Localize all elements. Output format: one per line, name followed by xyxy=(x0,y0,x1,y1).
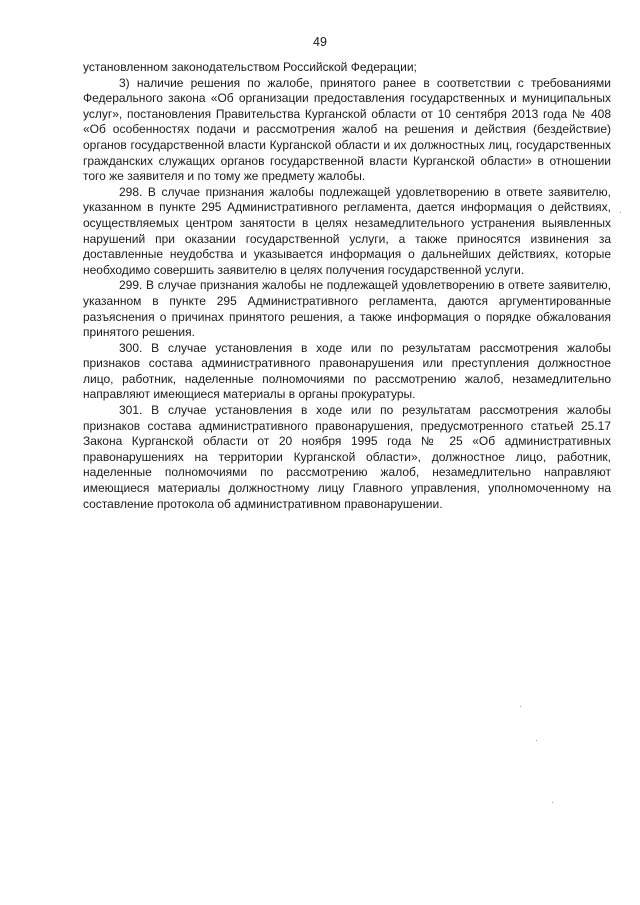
paragraph-298 xyxy=(83,185,611,279)
paragraph-number: 300. xyxy=(119,340,143,355)
document-body xyxy=(83,60,611,512)
paragraph-number: 299. xyxy=(119,278,143,293)
paragraph-item-3 xyxy=(83,76,611,185)
paragraph-number: 301. xyxy=(119,403,143,418)
paragraph-299 xyxy=(83,278,611,340)
page-number: 49 xyxy=(313,35,327,49)
paragraph-text: В случае установления в ходе или по результатам рассмотрения жалобы признаков состава административного правонарушения или преступления должностное лицо, работник, наделенные полномочиями по рассмотрению жалоб, незамедлительно направляют имеющиеся материалы в органы прокуратуры. xyxy=(83,340,611,402)
paragraph-text: установленном законодательством Российской Федерации; xyxy=(83,60,417,74)
paragraph-text: В случае признания жалобы подлежащей удовлетворению в ответе заявителю, указанном в пункте 295 Административного регламента, дается информация о действиях, осуществляемых центром занятости в целях незамедлительного устранения выявленных нарушений при оказании государственной услуги, а также приносятся извинения за доставленные неудобства и указывается информация о дальнейших действиях, которые необходимо совершить заявителю в целях получения государственной услуги. xyxy=(83,184,612,277)
paragraph-text: В случае признания жалобы не подлежащей удовлетворению в ответе заявителю, указанном в пункте 295 Административного регламента, даются аргументированные разъяснения о причинах принятого решения, а также информация о порядке обжалования принятого решения. xyxy=(83,278,611,340)
paragraph-300 xyxy=(83,341,611,403)
paragraph-301 xyxy=(83,403,611,512)
paragraph-text: наличие решения по жалобе, принятого ранее в соответствии с требованиями Федерального закона «Об организации предоставления государственных и муниципальных услуг», постановления Правительства Курганской области от 10 сентября 2013 года № 408 «Об особенностях подачи и рассмотрения жалоб на решения и действия (бездействие) органов государственной власти Курганской области и их должностных лиц, государственных гражданских служащих органов государственной власти Курганской области» в отношении того же заявителя и по тому же предмету жалобы. xyxy=(83,75,611,184)
paragraph-number: 3) xyxy=(119,75,130,90)
paragraph-continuation xyxy=(83,60,611,76)
paragraph-text: В случае установления в ходе или по результатам рассмотрения жалобы признаков состава административного правонарушения, предусмотренного статьей 25.17 Закона Курганской области от 20 ноября 1995 года № 25 «Об административных правонарушениях на территории Курганской области», должностное лицо, работник, наделенные полномочиями по рассмотрению жалоб, незамедлительно направляют имеющиеся материалы должностному лицу Главного управления, уполномоченному на составление протокола об административном правонарушении. xyxy=(83,403,611,511)
paragraph-number: 298. xyxy=(119,184,143,199)
